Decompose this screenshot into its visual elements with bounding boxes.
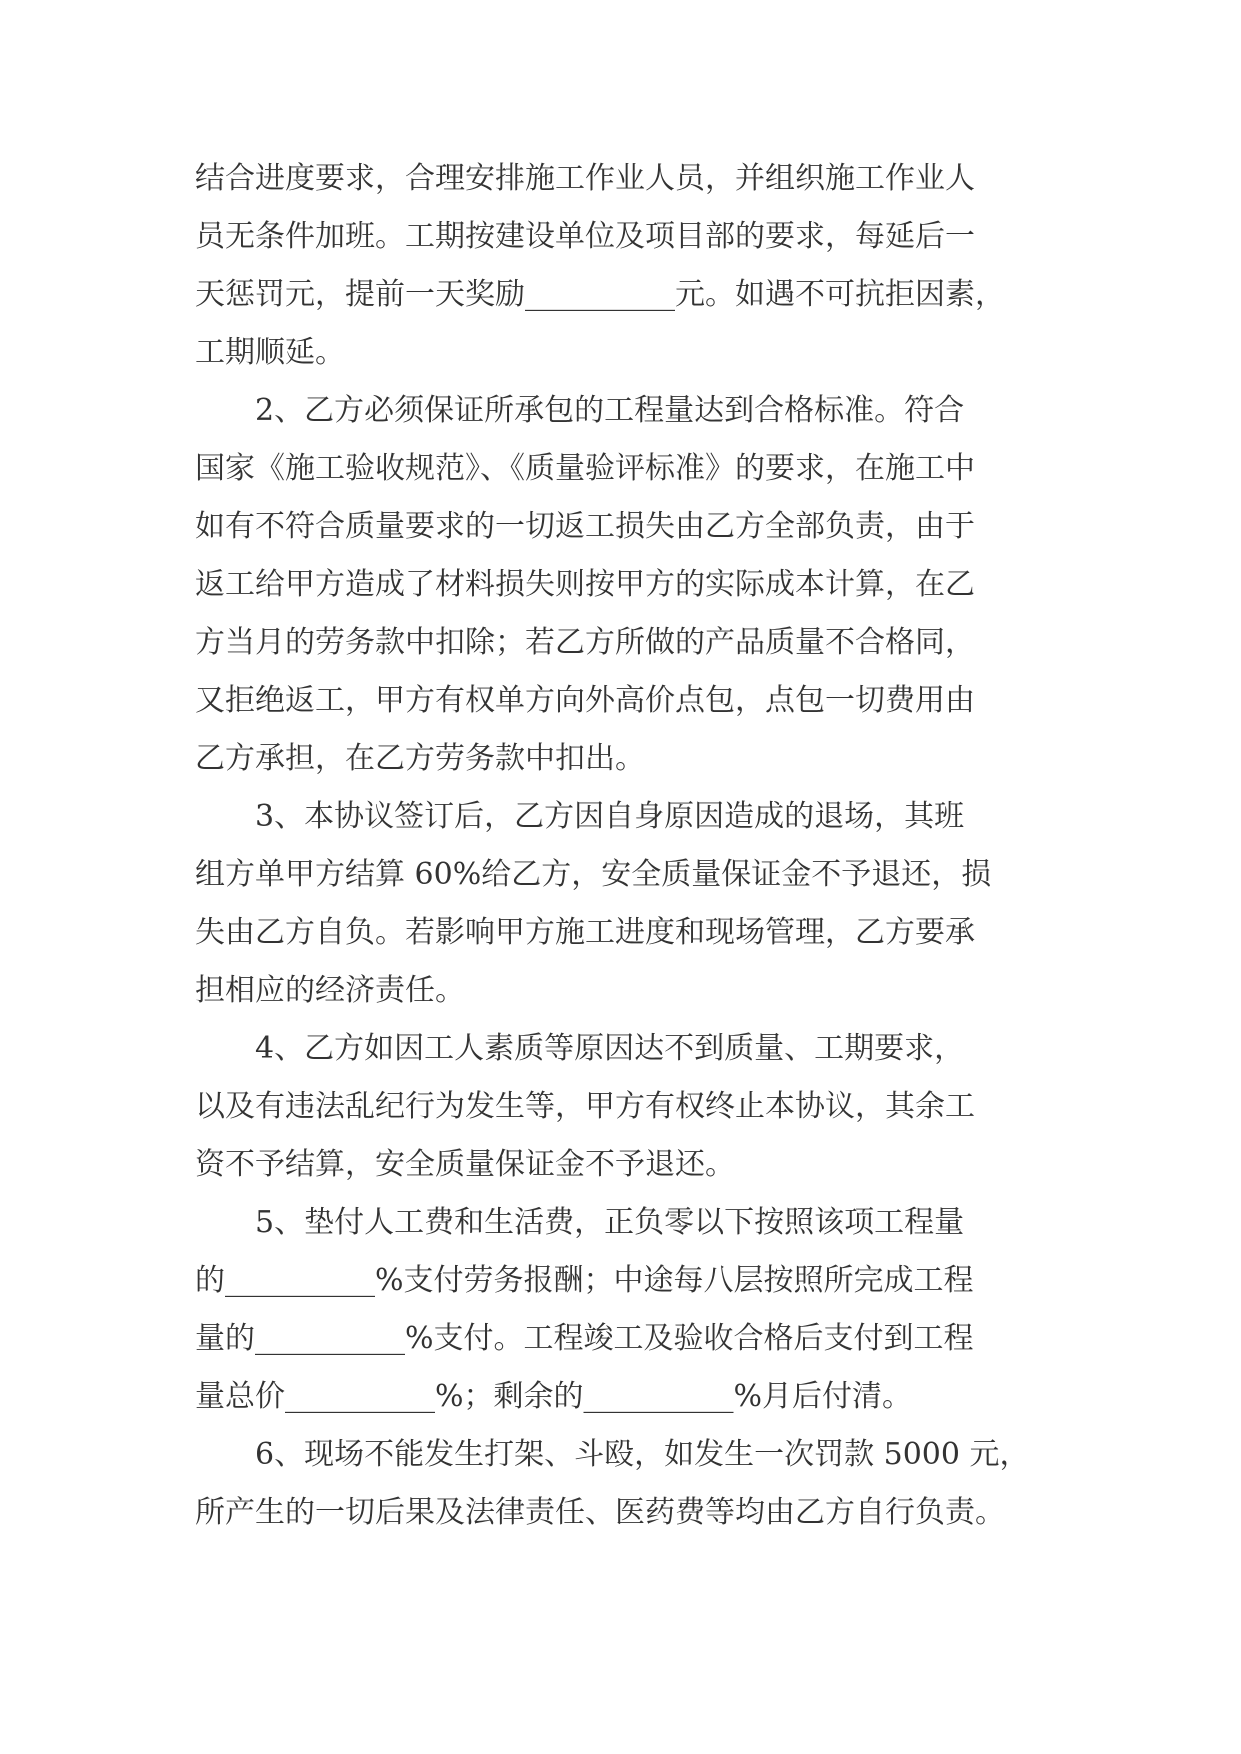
text-line: 方当月的劳务款中扣除；若乙方所做的产品质量不合格同， (195, 625, 975, 660)
text-line: 失由乙方自负。若影响甲方施工进度和现场管理，乙方要承 (195, 915, 975, 950)
text-line: 2、乙方必须保证所承包的工程量达到合格标准。符合 (255, 393, 965, 428)
text-line: 组方单甲方结算 60%给乙方，安全质量保证金不予退还，损 (195, 857, 992, 892)
paragraph-6 (195, 1426, 1075, 1542)
text-line: 天惩罚元，提前一天奖励__________元。如遇不可抗拒因素， (195, 277, 1005, 312)
paragraph-2 (195, 382, 1075, 788)
text-line: 4、乙方如因工人素质等原因达不到质量、工期要求， (255, 1031, 965, 1066)
text-line: 的__________%支付劳务报酬；中途每八层按照所完成工程 (195, 1263, 974, 1298)
document-page (195, 150, 1075, 1542)
text-line: 所产生的一切后果及法律责任、医药费等均由乙方自行负责。 (195, 1495, 1005, 1530)
text-line: 5、垫付人工费和生活费，正负零以下按照该项工程量 (255, 1205, 965, 1240)
text-line: 资不予结算，安全质量保证金不予退还。 (195, 1147, 735, 1182)
text-line: 量的__________%支付。工程竣工及验收合格后支付到工程 (195, 1321, 974, 1356)
paragraph-5 (195, 1194, 1075, 1426)
text-line: 员无条件加班。工期按建设单位及项目部的要求，每延后一 (195, 219, 975, 254)
text-line: 6、现场不能发生打架、斗殴，如发生一次罚款 5000 元， (255, 1437, 1030, 1472)
paragraph-4 (195, 1020, 1075, 1194)
text-line: 国家《施工验收规范》、《质量验评标准》的要求，在施工中 (195, 451, 975, 486)
text-line: 工期顺延。 (195, 335, 345, 370)
text-line: 结合进度要求，合理安排施工作业人员，并组织施工作业人 (195, 161, 975, 196)
text-line: 如有不符合质量要求的一切返工损失由乙方全部负责，由于 (195, 509, 975, 544)
text-line: 3、本协议签订后，乙方因自身原因造成的退场，其班 (255, 799, 965, 834)
text-line: 量总价__________%；剩余的__________%月后付清。 (195, 1379, 913, 1414)
text-line: 返工给甲方造成了材料损失则按甲方的实际成本计算，在乙 (195, 567, 975, 602)
paragraph-1 (195, 150, 1075, 382)
text-line: 以及有违法乱纪行为发生等，甲方有权终止本协议，其余工 (195, 1089, 975, 1124)
text-line: 担相应的经济责任。 (195, 973, 465, 1008)
text-line: 乙方承担，在乙方劳务款中扣出。 (195, 741, 645, 776)
paragraph-3 (195, 788, 1075, 1020)
text-line: 又拒绝返工，甲方有权单方向外高价点包，点包一切费用由 (195, 683, 975, 718)
